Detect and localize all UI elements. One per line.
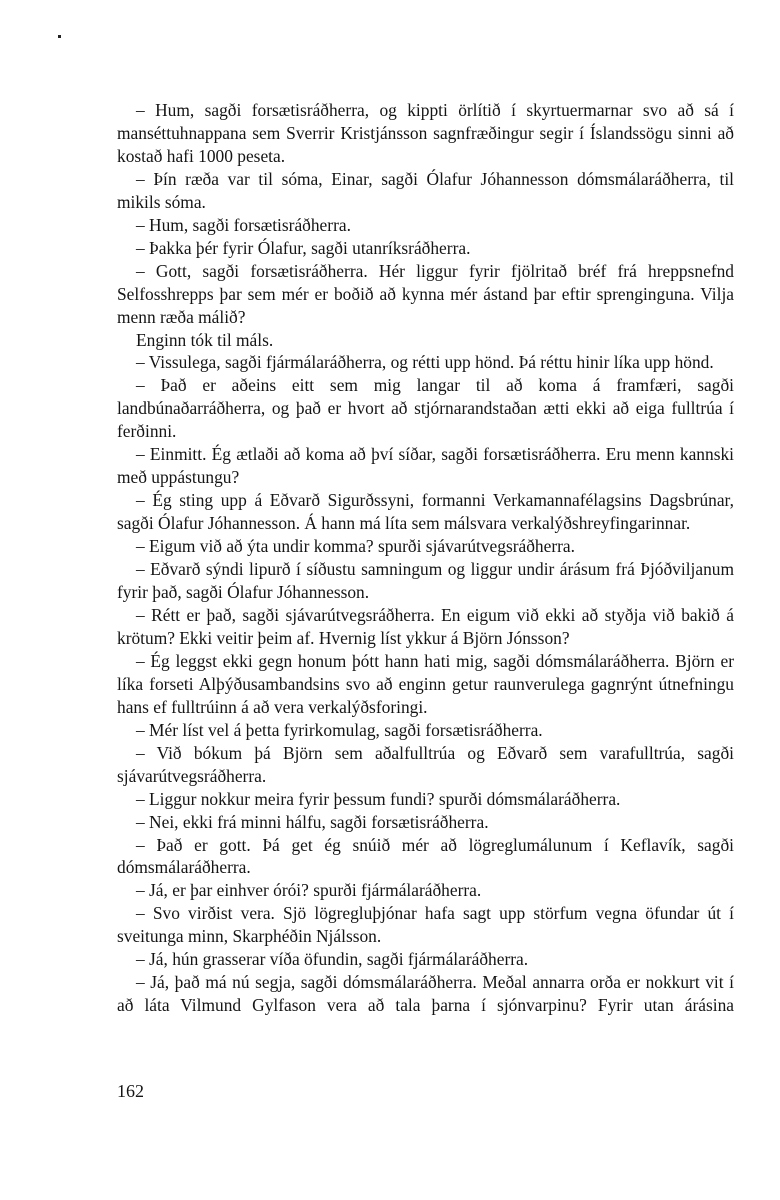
paragraph: – Hum, sagði forsætisráðherra. [136, 214, 351, 235]
paragraph: – Það er gott. Þá get ég snúið mér að lögreglumálunum í Keflavík, sagði dómsmálaráðherra. [117, 834, 734, 878]
paragraph: – Eðvarð sýndi lipurð í síðustu samningum og liggur undir árásum frá Þjóðviljanum fyrir það, sagði Ólafur Jóhannesson. [117, 559, 734, 603]
paragraph: – Rétt er það, sagði sjávarútvegsráðherra. En eigum við ekki að styðja við bakið á krötum? Ekki veitir þeim af. Hvernig líst ykkur á Björn Jónsson? [117, 604, 734, 648]
paragraph: – Hum, sagði forsætisráðherra, og kippti örlítið í skyrtuermarnar svo að sá í manséttuhnappana sem Sverrir Kristjánsson sagnfræðingur segir í Íslandssögu sinni að kostað hafi 1000 peseta. [117, 100, 734, 166]
paragraph: – Svo virðist vera. Sjö lögregluþjónar hafa sagt upp störfum vegna öfundar út í sveitunga minn, Skarphéðin Njálsson. [117, 903, 734, 947]
page-body [117, 99, 734, 1017]
paragraph: – Já, er þar einhver órói? spurði fjármálaráðherra. [136, 880, 482, 901]
paragraph: – Ég sting upp á Eðvarð Sigurðssyni, formanni Verkamannafélagsins Dagsbrúnar, sagði Ólafur Jóhannesson. Á hann má líta sem málsvara verkalýðshreyfingarinnar. [117, 490, 734, 534]
paragraph: – Við bókum þá Björn sem aðalfulltrúa og Eðvarð sem varafulltrúa, sagði sjávarútvegsráðherra. [117, 742, 734, 786]
paragraph: – Vissulega, sagði fjármálaráðherra, og rétti upp hönd. Þá réttu hinir líka upp hönd. [136, 352, 714, 373]
paragraph: – Þakka þér fyrir Ólafur, sagði utanríksráðherra. [136, 237, 471, 258]
paragraph: – Þín ræða var til sóma, Einar, sagði Ólafur Jóhannesson dómsmálaráðherra, til mikils sóma. [117, 168, 734, 212]
paragraph: – Einmitt. Ég ætlaði að koma að því síðar, sagði forsætisráðherra. Eru menn kannski með uppástungu? [117, 444, 734, 488]
scan-speck [58, 35, 61, 38]
paragraph: – Það er aðeins eitt sem mig langar til að koma á framfæri, sagði landbúnaðarráðherra, og það er hvort að stjórnarandstaðan ætti ekki að eiga fulltrúa í ferðinni. [117, 375, 734, 442]
paragraph: – Já, það má nú segja, sagði dómsmálaráðherra. Meðal annarra orða er nokkurt vit í að láta Vilmund Gylfason vera að tala þarna í sjónvarpinu? Fyrir utan árásina [117, 972, 734, 1016]
paragraph: Enginn tók til máls. [136, 329, 274, 350]
paragraph: – Nei, ekki frá minni hálfu, sagði forsætisráðherra. [136, 811, 489, 832]
paragraph: – Eigum við að ýta undir komma? spurði sjávarútvegsráðherra. [136, 536, 575, 557]
paragraph: – Gott, sagði forsætisráðherra. Hér liggur fyrir fjölritað bréf frá hreppsnefnd Selfosshrepps þar sem mér er boðið að kynna mér ástand þar eftir sprenginguna. Vilja menn ræða málið? [117, 260, 734, 327]
paragraph: – Ég leggst ekki gegn honum þótt hann hati mig, sagði dómsmálaráðherra. Björn er líka forseti Alþýðusambandsins svo að enginn getur raunverulega gagnrýnt útnefningu hans ef fulltrúinn á að vera verkalýðsforingi. [117, 650, 734, 717]
paragraph: – Liggur nokkur meira fyrir þessum fundi? spurði dómsmálaráðherra. [136, 788, 621, 809]
paragraph: – Mér líst vel á þetta fyrirkomulag, sagði forsætisráðherra. [136, 719, 543, 740]
page-number: 162 [117, 1081, 144, 1101]
paragraph: – Já, hún grasserar víða öfundin, sagði fjármálaráðherra. [136, 949, 529, 970]
